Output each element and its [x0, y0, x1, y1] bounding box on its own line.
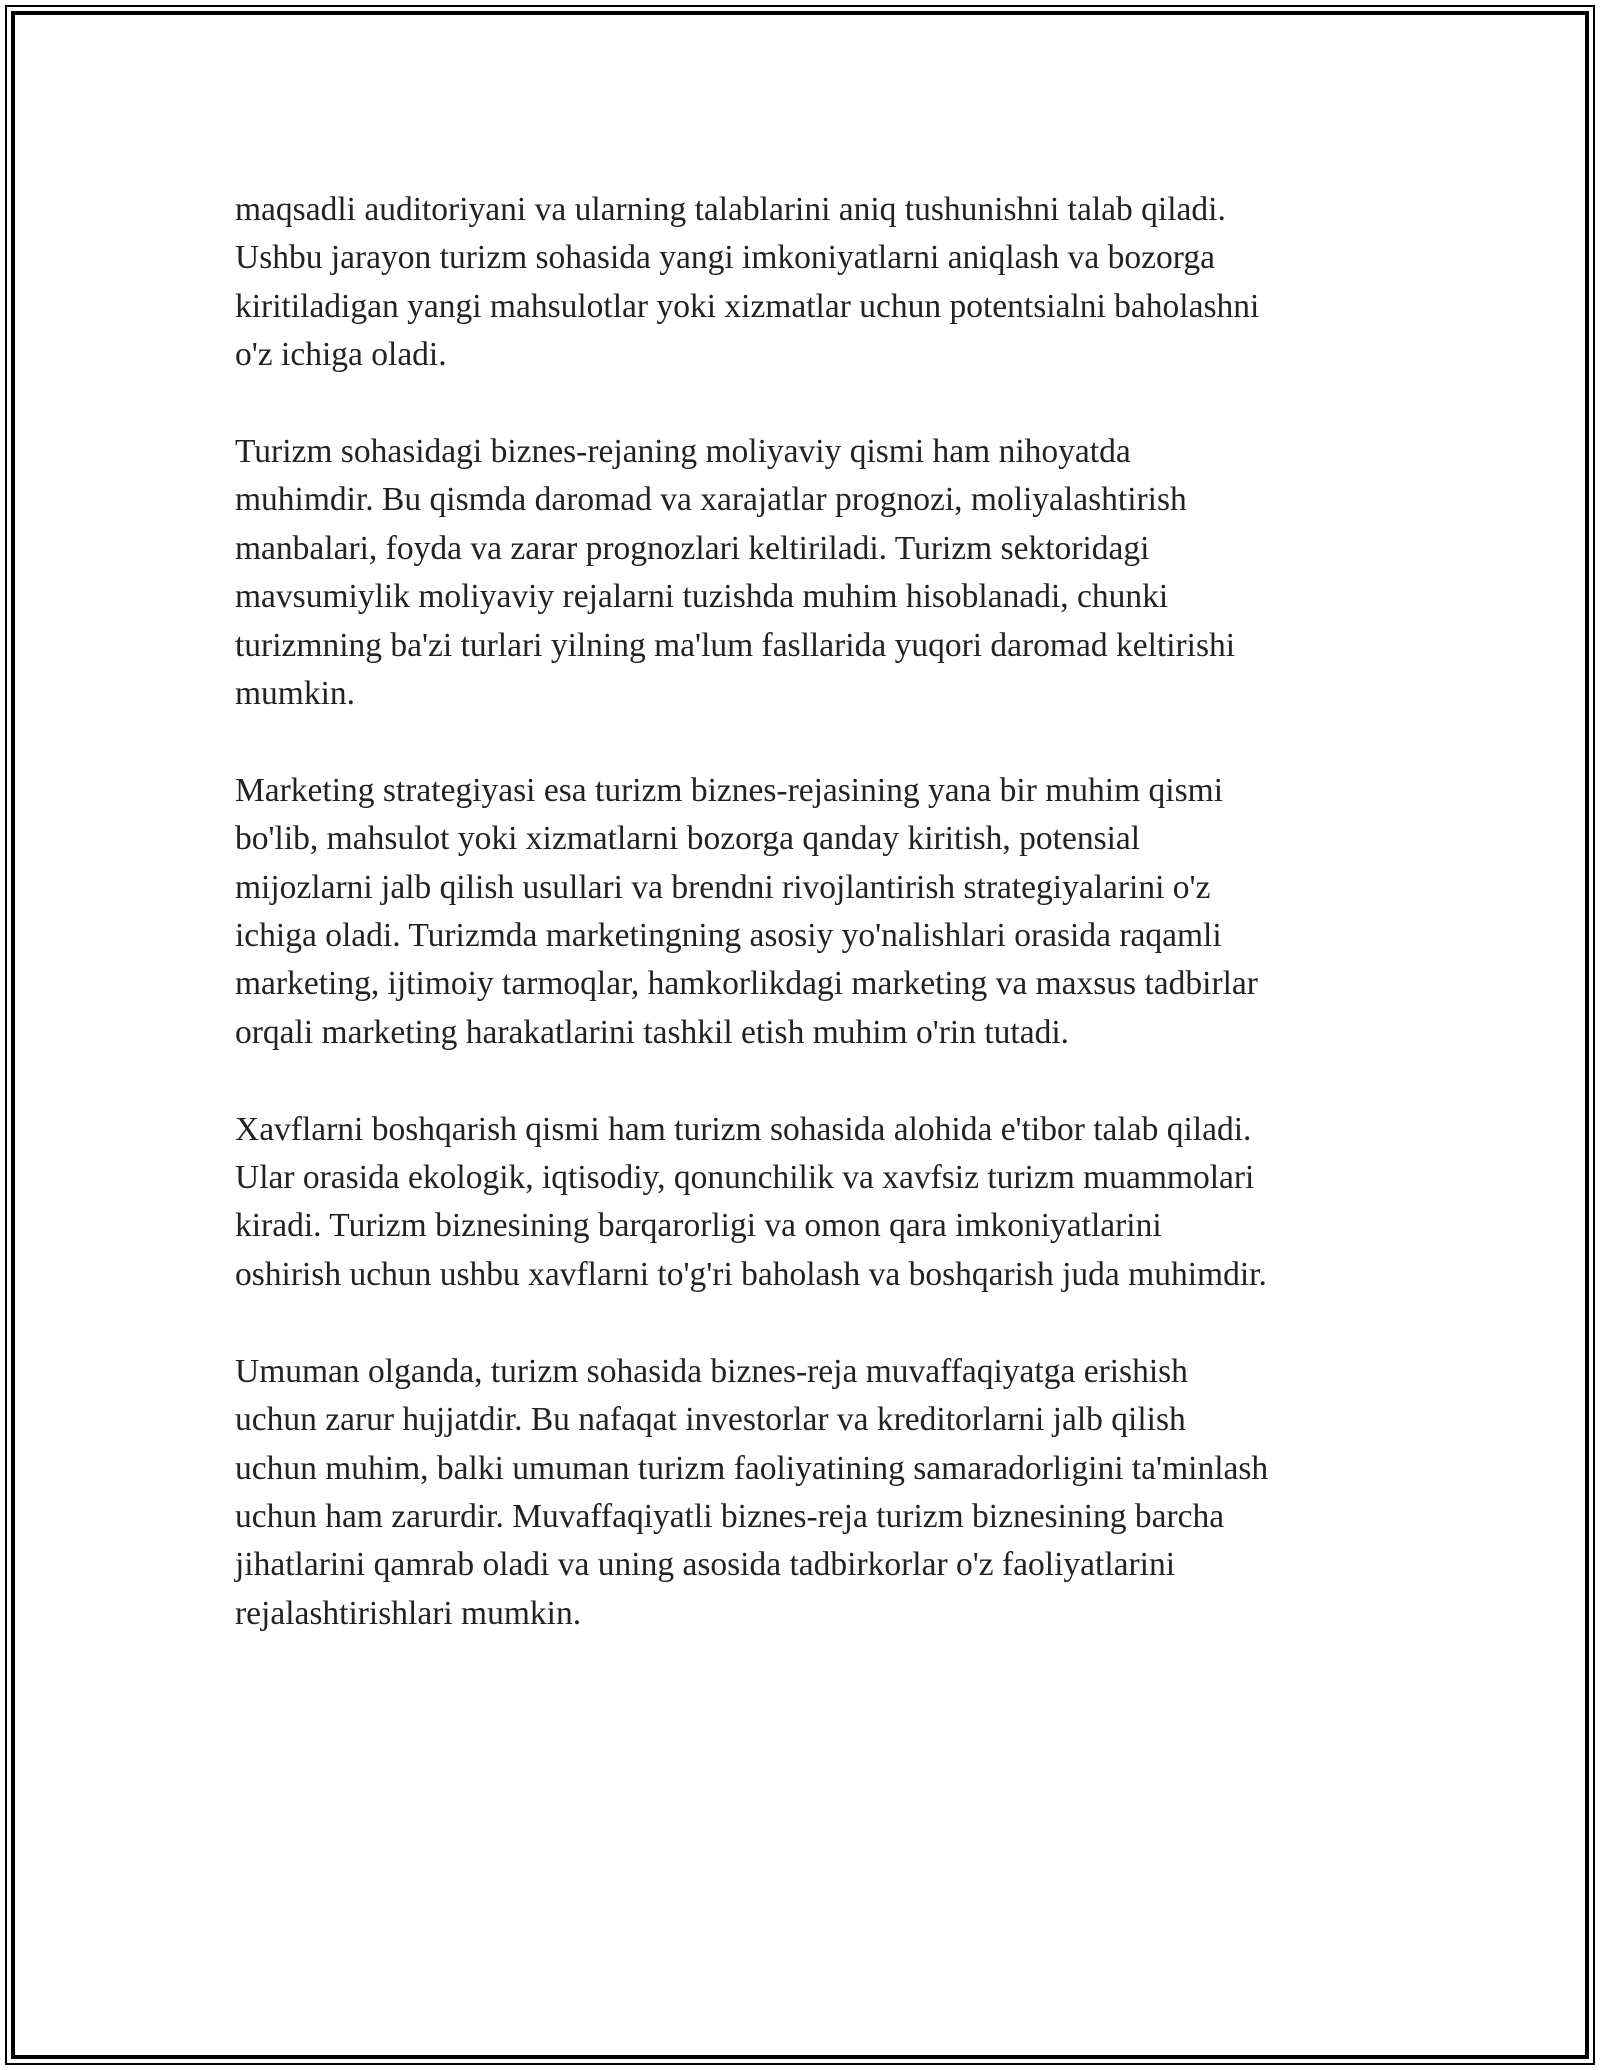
document-body — [235, 186, 1375, 1687]
paragraph: Marketing strategiyasi esa turizm biznes-rejasining yana bir muhim qismi bo'lib, mahsulot yoki xizmatlarni bozorga qanday kiritish, potensial mijozlarni jalb qilish usullari va brendni rivojlantirish strategiyalarini o'z ichiga oladi. Turizmda marketingning asosiy yo'nalishlari orasida raqamli marketing, ijtimoiy tarmoqlar, hamkorlikdagi marketing va maxsus tadbirlar orqali marketing harakatlarini tashkil etish muhim o'rin tutadi. — [235, 771, 1258, 1051]
paragraph: Turizm sohasidagi biznes-rejaning moliyaviy qismi ham nihoyatda muhimdir. Bu qismda daromad va xarajatlar prognozi, moliyalashtirish manbalari, foyda va zarar prognozlari keltiriladi. Turizm sektoridagi mavsumiylik moliyaviy rejalarni tuzishda muhim hisoblanadi, chunki turizmning ba'zi turlari yilning ma'lum fasllarida yuqori daromad keltirishi mumkin. — [235, 433, 1236, 713]
paragraph: Umuman olganda, turizm sohasida biznes-reja muvaffaqiyatga erishish uchun zarur hujjatdir. Bu nafaqat investorlar va kreditorlarni jalb qilish uchun muhim, balki umuman turizm faoliyatining samaradorligini ta'minlash uchun ham zarurdir. Muvaffaqiyatli biznes-reja turizm biznesining barcha jihatlarini qamrab oladi va uning asosida tadbirkorlar o'z faoliyatlarini rejalashtirishlari mumkin. — [235, 1352, 1269, 1632]
paragraph: Xavflarni boshqarish qismi ham turizm sohasida alohida e'tibor talab qiladi. Ular orasida ekologik, iqtisodiy, qonunchilik va xavfsiz turizm muammolari kiradi. Turizm biznesining barqarorligi va omon qara imkoniyatlarini oshirish uchun ushbu xavflarni to'g'ri baholash va boshqarish juda muhimdir. — [235, 1110, 1267, 1293]
paragraph: maqsadli auditoriyani va ularning talablarini aniq tushunishni talab qiladi. Ushbu jarayon turizm sohasida yangi imkoniyatlarni aniqlash va bozorga kiritiladigan yangi mahsulotlar yoki xizmatlar uchun potentsialni baholashni o'z ichiga oladi. — [235, 191, 1260, 374]
